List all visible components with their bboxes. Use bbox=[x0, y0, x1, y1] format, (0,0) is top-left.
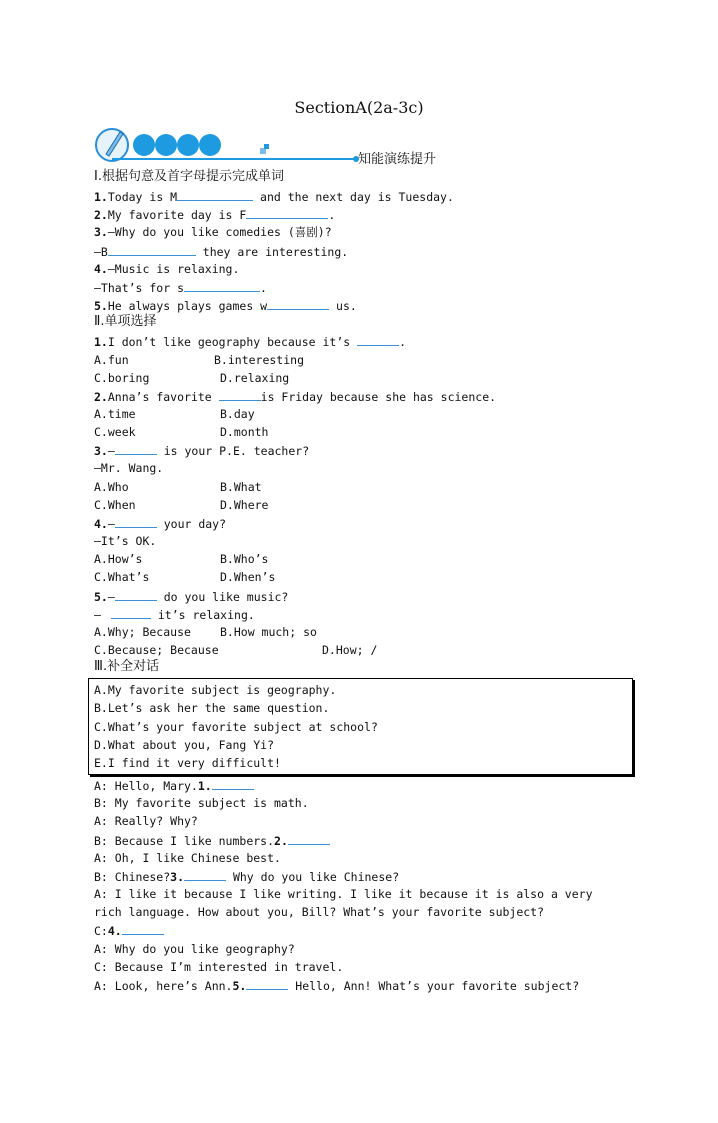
option-c[interactable]: C.Because; Because bbox=[94, 643, 219, 657]
answer-blank[interactable] bbox=[288, 833, 330, 845]
dialog-line-12: A: Look, here’s Ann.5. Hello, Ann! What’s your favorite subject? bbox=[94, 979, 580, 993]
s1-item-1: 1.Today is M and the next day is Tuesday. bbox=[94, 190, 454, 204]
dialog-line-5: A: Oh, I like Chinese best. bbox=[94, 851, 281, 865]
s1-item-2: 2.My favorite day is F . bbox=[94, 208, 336, 222]
option-c[interactable]: C.week bbox=[94, 425, 136, 439]
dialog-line-10: A: Why do you like geography? bbox=[94, 942, 295, 956]
answer-blank[interactable] bbox=[115, 589, 157, 601]
answer-blank[interactable] bbox=[184, 280, 260, 292]
s1-item-3: 3.—Why do you like comedies (喜剧)? bbox=[94, 225, 332, 239]
answer-blank[interactable] bbox=[184, 869, 226, 881]
s2-q4: 4.— your day? bbox=[94, 517, 227, 531]
dialog-line-7: A: I like it because I like writing. I like it because it is also a very bbox=[94, 887, 593, 901]
answer-blank[interactable] bbox=[115, 443, 157, 455]
option-a[interactable]: A.Why; Because bbox=[94, 625, 191, 639]
dialog-line-4: B: Because I like numbers.2. bbox=[94, 833, 330, 847]
answer-blank[interactable] bbox=[122, 923, 164, 935]
s2-q3: 3.— is your P.E. teacher? bbox=[94, 444, 310, 458]
s2-q1: 1.I don’t like geography because it’s . bbox=[94, 335, 407, 349]
dialog-line-8: rich language. How about you, Bill? What’s your favorite subject? bbox=[94, 905, 545, 919]
answer-blank[interactable] bbox=[115, 516, 157, 528]
s1-item-4: 4.—Music is relaxing. bbox=[94, 262, 240, 276]
option-d[interactable]: D.month bbox=[220, 425, 269, 439]
option-b[interactable]: B.interesting bbox=[214, 353, 305, 367]
answer-blank[interactable] bbox=[108, 244, 196, 256]
s2-q2: 2.Anna’s favorite is Friday because she has science. bbox=[94, 390, 497, 404]
answer-blank[interactable] bbox=[267, 298, 329, 310]
option-d[interactable]: D.When’s bbox=[220, 570, 276, 584]
option-d[interactable]: D.relaxing bbox=[220, 371, 290, 385]
svg-text:知能演练提升: 知能演练提升 bbox=[358, 152, 437, 167]
s2-q4-reply: —It’s OK. bbox=[94, 534, 157, 548]
option-c[interactable]: C.boring bbox=[94, 371, 150, 385]
option-a[interactable]: A.How’s bbox=[94, 552, 143, 566]
box-option-a: A.My favorite subject is geography. bbox=[94, 683, 337, 697]
option-b[interactable]: B.What bbox=[220, 480, 262, 494]
option-b[interactable]: B.How much; so bbox=[220, 625, 317, 639]
option-a[interactable]: A.Who bbox=[94, 480, 129, 494]
dialog-line-6: B: Chinese?3. Why do you like Chinese? bbox=[94, 870, 400, 884]
dialog-line-9: C:4. bbox=[94, 923, 164, 937]
option-c[interactable]: C.What’s bbox=[94, 570, 150, 584]
answer-blank[interactable] bbox=[177, 189, 253, 201]
box-option-d: D.What about you, Fang Yi? bbox=[94, 738, 275, 752]
box-option-b: B.Let’s ask her the same question. bbox=[94, 701, 330, 715]
dialog-line-3: A: Really? Why? bbox=[94, 814, 198, 828]
s1-item-3b: —B they are interesting. bbox=[94, 245, 349, 259]
answer-blank[interactable] bbox=[219, 389, 261, 401]
option-a[interactable]: A.fun bbox=[94, 353, 129, 367]
s2-q5-reply: — it’s relaxing. bbox=[94, 608, 255, 622]
option-d[interactable]: D.Where bbox=[220, 498, 269, 512]
option-b[interactable]: B.Who’s bbox=[220, 552, 269, 566]
dialog-line-11: C: Because I’m interested in travel. bbox=[94, 960, 344, 974]
box-option-c: C.What’s your favorite subject at school? bbox=[94, 720, 378, 734]
box-option-e: E.I find it very difficult! bbox=[94, 756, 281, 770]
answer-blank[interactable] bbox=[357, 334, 399, 346]
s2-q3-reply: —Mr. Wang. bbox=[94, 461, 164, 475]
option-b[interactable]: B.day bbox=[220, 407, 255, 421]
option-c[interactable]: C.When bbox=[94, 498, 136, 512]
section-3-heading: Ⅲ.补全对话 bbox=[94, 659, 160, 674]
section-1-heading: Ⅰ.根据句意及首字母提示完成单词 bbox=[94, 169, 284, 184]
s1-item-4b: —That’s for s . bbox=[94, 281, 267, 295]
section-2-heading: Ⅱ.单项选择 bbox=[94, 314, 157, 329]
s1-item-5: 5.He always plays games w us. bbox=[94, 299, 357, 313]
answer-blank[interactable] bbox=[111, 607, 151, 619]
dialog-line-2: B: My favorite subject is math. bbox=[94, 796, 309, 810]
answer-blank[interactable] bbox=[212, 778, 254, 790]
s2-q5: 5.— do you like music? bbox=[94, 590, 289, 604]
answer-blank[interactable] bbox=[246, 207, 328, 219]
option-a[interactable]: A.time bbox=[94, 407, 136, 421]
dialog-line-1: A: Hello, Mary.1. bbox=[94, 778, 254, 792]
answer-blank[interactable] bbox=[246, 978, 288, 990]
option-d[interactable]: D.How; / bbox=[322, 643, 378, 657]
page-title: SectionA(2a-3c) bbox=[294, 98, 424, 117]
section-banner bbox=[94, 122, 454, 168]
